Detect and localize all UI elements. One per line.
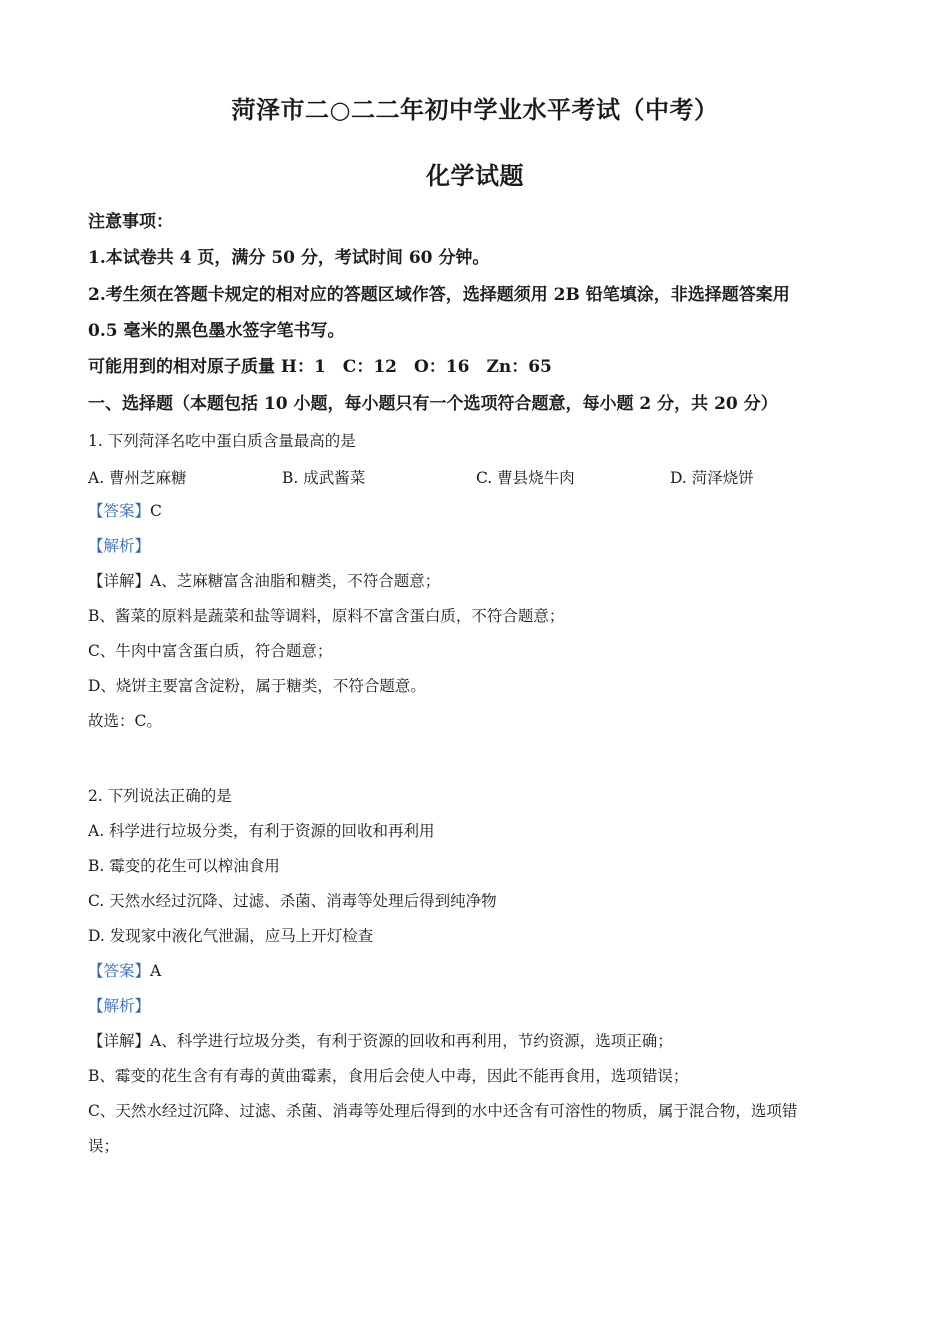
- q2-detail-line-3: C、天然水经过沉降、过滤、杀菌、消毒等处理后得到的水中还含有可溶性的物质，属于混合物，选项错: [88, 1102, 798, 1120]
- q2-option-c: C. 天然水经过沉降、过滤、杀菌、消毒等处理后得到纯净物: [88, 892, 497, 910]
- q1-detail-line-2: B、酱菜的原料是蔬菜和盐等调料，原料不富含蛋白质，不符合题意；: [88, 607, 565, 625]
- page-title: 菏泽市二○二二年初中学业水平考试（中考）: [231, 95, 719, 124]
- q2-answer-line: [88, 961, 870, 981]
- q1-analysis-label: 【解析】: [88, 537, 151, 555]
- q1-option-b: B. 成武酱菜: [282, 469, 366, 487]
- q2-detail-line-4: 误；: [88, 1137, 120, 1155]
- q1-detail-text-1: A、芝麻糖富含油脂和糖类，不符合题意；: [150, 572, 441, 590]
- q1-answer-line: [88, 501, 870, 521]
- q1-detail-line-4: D、烧饼主要富含淀粉，属于糖类，不符合题意。: [88, 677, 426, 695]
- q2-stem: 2. 下列说法正确的是: [88, 787, 232, 805]
- q2-detail-text-1: A、科学进行垃圾分类，有利于资源的回收和再利用，节约资源，选项正确；: [150, 1032, 673, 1050]
- q1-detail-line-3: C、牛肉中富含蛋白质，符合题意；: [88, 642, 333, 660]
- q1-detail-label: 【详解】: [88, 572, 151, 590]
- q1-detail-line-1: [88, 571, 870, 591]
- q1-conclusion: 故选：C。: [88, 712, 162, 730]
- page-subtitle: 化学试题: [426, 161, 524, 190]
- notice-item-2-line-2: 0.5 毫米的黑色墨水签字笔书写。: [88, 321, 345, 341]
- q2-answer-label: 【答案】: [88, 962, 151, 980]
- q2-option-a: A. 科学进行垃圾分类，有利于资源的回收和再利用: [88, 822, 435, 840]
- q1-option-a: A. 曹州芝麻糖: [88, 469, 187, 487]
- q1-option-d: D. 菏泽烧饼: [670, 469, 754, 487]
- notice-item-2-line-1: 2.考生须在答题卡规定的相对应的答题区域作答，选择题须用 2B 铅笔填涂，非选择题答案用: [88, 285, 790, 305]
- q1-answer-label: 【答案】: [88, 502, 151, 520]
- q2-detail-line-1: [88, 1031, 870, 1051]
- q1-stem: 1. 下列菏泽名吃中蛋白质含量最高的是: [88, 432, 356, 450]
- q1-option-c: C. 曹县烧牛肉: [476, 469, 575, 487]
- q2-option-d: D. 发现家中液化气泄漏，应马上开灯检查: [88, 927, 374, 945]
- q2-option-b: B. 霉变的花生可以榨油食用: [88, 857, 280, 875]
- section-1-heading: 一、选择题（本题包括 10 小题，每小题只有一个选项符合题意，每小题 2 分，共 20 分）: [88, 394, 778, 414]
- q2-analysis-label: 【解析】: [88, 997, 151, 1015]
- q1-answer-value: C: [150, 502, 162, 520]
- notice-item-1: 1.本试卷共 4 页，满分 50 分，考试时间 60 分钟。: [88, 248, 490, 268]
- q2-detail-label: 【详解】: [88, 1032, 151, 1050]
- atomic-mass-line: 可能用到的相对原子质量 H：1 C：12 O：16 Zn：65: [88, 357, 552, 377]
- q2-detail-line-2: B、霉变的花生含有有毒的黄曲霉素，食用后会使人中毒，因此不能再食用，选项错误；: [88, 1067, 689, 1085]
- q2-answer-value: A: [150, 962, 162, 980]
- notice-heading: 注意事项：: [88, 212, 173, 232]
